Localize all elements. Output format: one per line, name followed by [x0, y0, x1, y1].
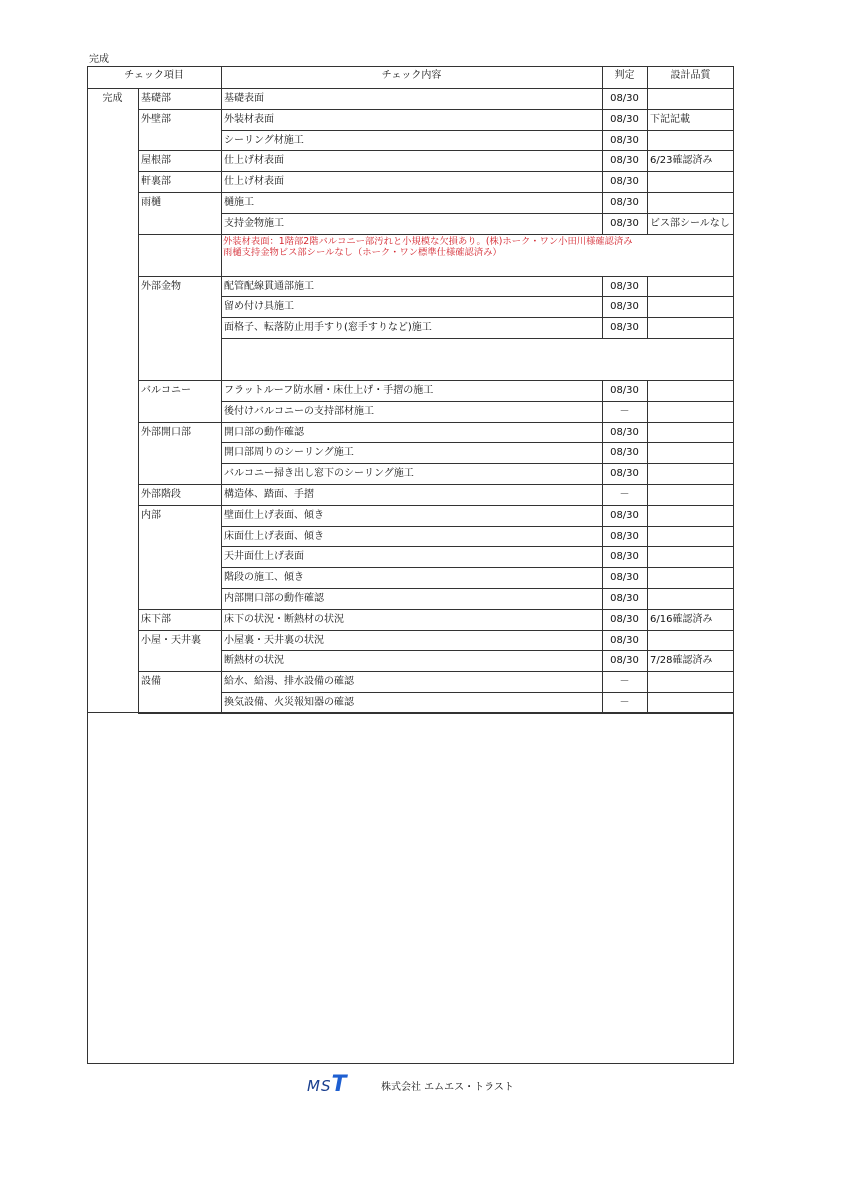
grid-line	[602, 317, 603, 338]
inspection-note: 雨樋支持金物ビス部シールなし（ホーク・ワン標準仕様確認済み）	[223, 246, 502, 258]
grid-line	[647, 484, 648, 505]
header-judgment: 判定	[614, 70, 635, 81]
grid-line	[602, 109, 603, 130]
judgment-value: 08/30	[610, 426, 639, 438]
group-label: バルコニー	[141, 385, 191, 396]
grid-line	[602, 588, 603, 609]
grid-line	[647, 671, 648, 692]
judgment-value: 08/30	[610, 197, 639, 208]
check-content: 床面仕上げ表面、傾き	[224, 530, 324, 542]
grid-line	[602, 484, 603, 505]
grid-line	[221, 338, 734, 339]
grid-line	[647, 109, 648, 130]
check-content: 樋施工	[224, 197, 254, 208]
grid-line	[138, 234, 221, 235]
check-content: 構造体、踏面、手摺	[224, 489, 314, 500]
grid-line	[221, 234, 734, 235]
design-quality-value: 6/16確認済み	[650, 613, 713, 625]
group-label: 内部	[141, 509, 161, 521]
judgment-value: 08/30	[610, 155, 639, 167]
grid-line	[87, 712, 734, 713]
grid-line	[602, 463, 603, 484]
group-label: 外部開口部	[141, 426, 191, 438]
grid-line	[647, 442, 648, 463]
grid-line	[647, 546, 648, 567]
grid-line	[602, 546, 603, 567]
grid-line	[602, 276, 603, 297]
section-label: 完成	[102, 93, 123, 104]
judgment-value: 08/30	[610, 93, 639, 104]
grid-line	[647, 88, 648, 109]
footer	[0, 1072, 848, 1096]
grid-line	[602, 192, 603, 213]
grid-line	[602, 650, 603, 671]
company-name: 株式会社 エムエス・トラスト	[381, 1082, 514, 1093]
check-content: 階段の施工、傾き	[224, 572, 304, 584]
check-content: 仕上げ材表面	[224, 155, 284, 167]
grid-line	[647, 463, 648, 484]
group-label: 設備	[141, 676, 161, 688]
header-design-quality: 設計品質	[670, 70, 711, 81]
grid-line	[602, 505, 603, 526]
group-label: 軒裏部	[141, 176, 171, 188]
grid-line	[647, 276, 648, 297]
judgment-value: －	[619, 697, 630, 708]
check-content: 換気設備、火災報知器の確認	[224, 697, 354, 708]
check-content: 開口部の動作確認	[224, 426, 304, 438]
grid-line	[647, 650, 648, 671]
grid-line	[221, 66, 222, 88]
grid-line	[602, 130, 603, 151]
grid-line	[647, 213, 648, 234]
judgment-value: 08/30	[610, 509, 639, 521]
grid-line	[602, 380, 603, 401]
grid-line	[647, 567, 648, 588]
judgment-value: 08/30	[610, 572, 639, 584]
grid-line	[221, 88, 222, 712]
check-content: 床下の状況・断熱材の状況	[224, 613, 344, 625]
grid-line	[602, 671, 603, 692]
grid-line	[602, 401, 603, 422]
grid-line	[602, 567, 603, 588]
grid-line	[602, 526, 603, 547]
grid-line	[647, 505, 648, 526]
group-label: 外壁部	[141, 113, 171, 125]
judgment-value: 08/30	[610, 113, 639, 125]
grid-line	[602, 88, 603, 109]
check-content: バルコニー掃き出し窓下のシーリング施工	[224, 468, 414, 480]
grid-line	[647, 150, 648, 171]
grid-line	[647, 66, 648, 88]
check-content: 内部開口部の動作確認	[224, 593, 324, 604]
grid-line	[647, 401, 648, 422]
check-content: 基礎表面	[224, 93, 264, 104]
check-content: 支持金物施工	[224, 217, 284, 229]
group-label: 小屋・天井裏	[141, 634, 201, 646]
grid-line	[647, 588, 648, 609]
group-label: 外部階段	[141, 489, 181, 500]
grid-line	[647, 380, 648, 401]
grid-line	[647, 526, 648, 547]
design-quality-value: 下記記載	[650, 113, 690, 125]
inspection-note: 外装材表面：1階部2階バルコニー部汚れと小規模な欠損あり。(株)ホーク・ワン小田川様確認済み	[223, 235, 633, 247]
grid-line	[138, 88, 139, 712]
grid-line	[647, 422, 648, 443]
grid-line	[602, 422, 603, 443]
check-content: 仕上げ材表面	[224, 176, 284, 188]
judgment-value: 08/30	[610, 322, 639, 334]
logo-ms: MS	[307, 1077, 332, 1095]
check-content: シーリング材施工	[224, 134, 304, 146]
grid-line	[647, 630, 648, 651]
grid-line	[602, 296, 603, 317]
group-label: 屋根部	[141, 155, 171, 167]
grid-line	[602, 692, 603, 713]
judgment-value: －	[619, 405, 630, 417]
grid-line	[602, 150, 603, 171]
judgment-value: 08/30	[610, 613, 639, 625]
group-label: 雨樋	[141, 197, 161, 208]
header-check-item: チェック項目	[124, 70, 184, 81]
check-content: 留め付け具施工	[224, 301, 294, 313]
grid-line	[602, 213, 603, 234]
check-content: 外装材表面	[224, 113, 274, 125]
grid-line	[602, 442, 603, 463]
page-title: 完成	[89, 54, 109, 65]
grid-line	[602, 609, 603, 630]
grid-line	[647, 609, 648, 630]
judgment-value: 08/30	[610, 447, 639, 459]
check-content: 断熱材の状況	[224, 655, 284, 667]
check-content: 壁面仕上げ表面、傾き	[224, 509, 324, 521]
judgment-value: 08/30	[610, 217, 639, 229]
judgment-value: 08/30	[610, 134, 639, 146]
judgment-value: －	[619, 676, 630, 688]
check-content: フラットルーフ防水層・床仕上げ・手摺の施工	[224, 385, 434, 396]
header-check-content: チェック内容	[381, 70, 442, 81]
judgment-value: 08/30	[610, 655, 639, 667]
check-content: 配管配線貫通部施工	[224, 280, 314, 292]
check-table	[87, 66, 734, 712]
grid-line	[647, 692, 648, 713]
group-label: 基礎部	[141, 93, 171, 104]
grid-line	[647, 296, 648, 317]
company-logo	[307, 1072, 346, 1097]
grid-line	[602, 171, 603, 192]
check-content: 給水、給湯、排水設備の確認	[224, 676, 354, 688]
judgment-value: 08/30	[610, 468, 639, 480]
group-label: 床下部	[141, 613, 171, 625]
grid-line	[647, 317, 648, 338]
judgment-value: －	[619, 489, 630, 500]
judgment-value: 08/30	[610, 301, 639, 313]
judgment-value: 08/30	[610, 634, 639, 646]
grid-line	[647, 130, 648, 151]
check-content: 小屋裏・天井裏の状況	[224, 634, 324, 646]
grid-line	[602, 630, 603, 651]
judgment-value: 08/30	[610, 530, 639, 542]
judgment-value: 08/30	[610, 551, 639, 563]
grid-line	[647, 192, 648, 213]
judgment-value: 08/30	[610, 385, 639, 396]
design-quality-value: ビス部シールなし	[650, 217, 730, 229]
judgment-value: 08/30	[610, 176, 639, 188]
check-content: 後付けバルコニーの支持部材施工	[224, 405, 374, 417]
grid-line	[647, 171, 648, 192]
grid-line	[602, 66, 603, 88]
check-content: 開口部周りのシーリング施工	[224, 447, 354, 459]
judgment-value: 08/30	[610, 593, 639, 604]
logo-t: T	[331, 1072, 347, 1097]
judgment-value: 08/30	[610, 280, 639, 292]
design-quality-value: 7/28確認済み	[650, 655, 713, 667]
check-content: 天井面仕上げ表面	[224, 551, 304, 563]
group-label: 外部金物	[141, 280, 181, 292]
check-content: 面格子、転落防止用手すり(窓手すりなど)施工	[224, 322, 432, 334]
design-quality-value: 6/23確認済み	[650, 155, 713, 167]
